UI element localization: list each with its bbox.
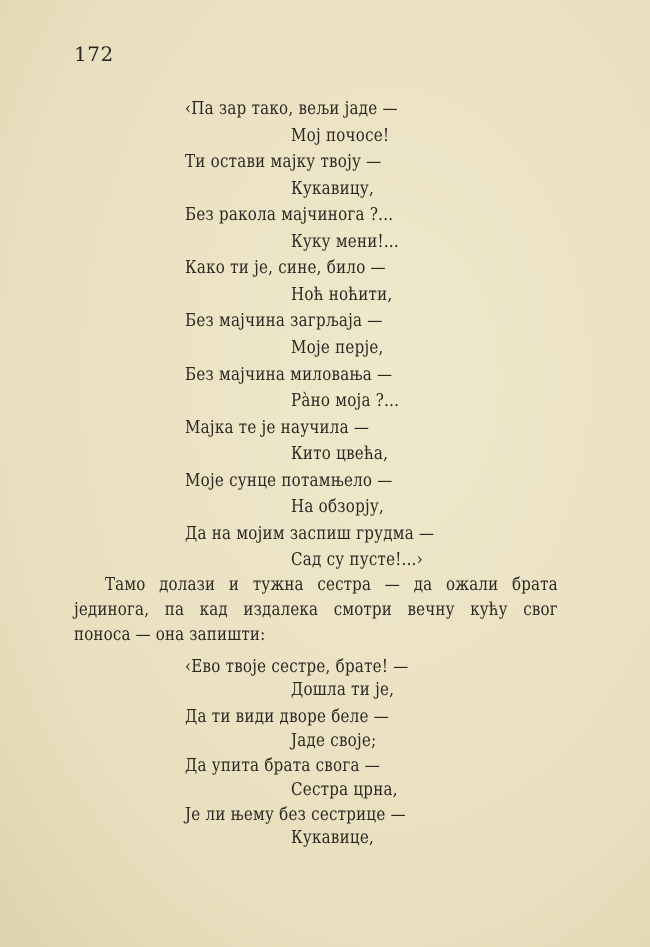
poem-line: Мајка те је научила — bbox=[185, 418, 370, 438]
page-number: 172 bbox=[74, 42, 114, 66]
poem-line: Ти остави мајку твоју — bbox=[185, 152, 382, 172]
poem-line: Ра̀но моја ?... bbox=[291, 391, 400, 411]
prose-line: поноса — она запишти: bbox=[74, 625, 266, 645]
poem-line: Моје сунце потамњело — bbox=[185, 471, 393, 491]
poem-line: Да упита брата свога — bbox=[185, 756, 381, 776]
poem-line: Да на мојим заспиш грудма — bbox=[185, 524, 435, 544]
poem-line: Је ли њему без сестрице — bbox=[185, 805, 406, 825]
poem-line: ‹Ево твоје сестре, брате! — bbox=[185, 657, 409, 677]
poem-line: Ноћ ноћити, bbox=[291, 285, 393, 305]
poem-line: Без мајчина миловања — bbox=[185, 365, 393, 385]
poem-line: Сад су пусте!...› bbox=[291, 550, 423, 570]
prose-paragraph bbox=[74, 573, 559, 648]
poem-line: Сестра црна, bbox=[291, 780, 398, 800]
prose-line: Тамо долази и тужна сестра — да ожали брата bbox=[104, 575, 558, 595]
poem-line: Кито цвећа, bbox=[291, 444, 389, 464]
poem-line: Куку мени!... bbox=[291, 232, 399, 252]
poem-line: Кукавицу, bbox=[291, 179, 375, 199]
prose-line: јединога, па кад издалека смотри вечну кућу свог bbox=[74, 600, 558, 620]
poem-line: Моје перје, bbox=[291, 338, 384, 358]
poem-line: Кукавице, bbox=[291, 828, 375, 848]
poem-line: ‹Па зар тако, вељи јаде — bbox=[185, 99, 398, 119]
poem-line: Мој почосе! bbox=[291, 126, 390, 146]
poem-line: Како ти је, сине, било — bbox=[185, 258, 386, 278]
poem-line: Да ти види дворе беле — bbox=[185, 707, 390, 727]
poem-line: На обзорју, bbox=[291, 497, 385, 517]
poem-line: Дошла ти је, bbox=[291, 680, 395, 700]
poem-line: Без ракола мајчинога ?... bbox=[185, 205, 394, 225]
poem-line: Без мајчина загрљаја — bbox=[185, 311, 383, 331]
poem-line: Јаде своје; bbox=[291, 731, 377, 751]
